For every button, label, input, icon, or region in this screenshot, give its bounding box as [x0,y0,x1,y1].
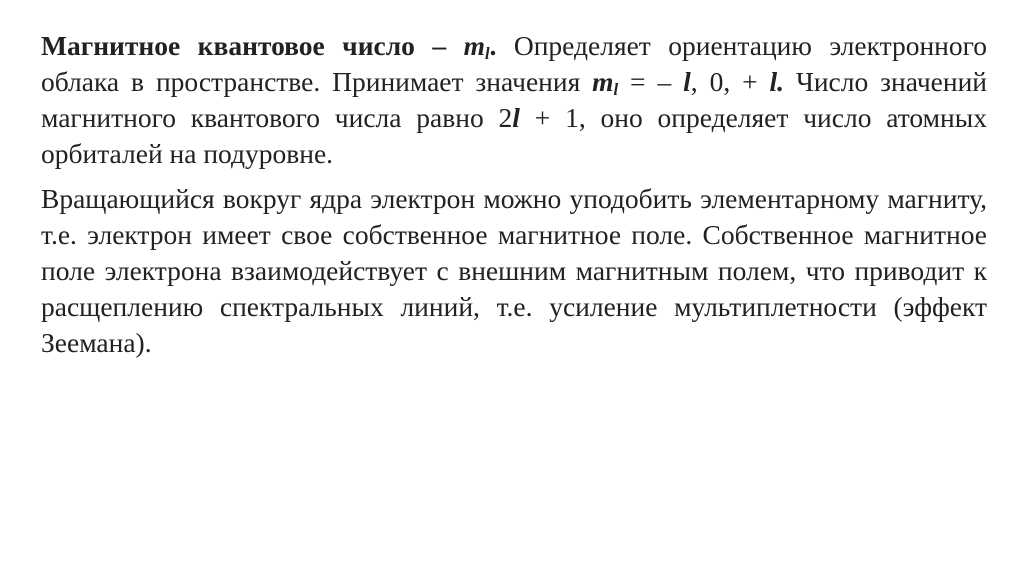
term-heading: Магнитное квантовое число – [41,30,447,61]
symbol-l-end: l. [769,66,785,97]
paragraph-zeeman-effect: Вращающийся вокруг ядра электрон можно уподобить элементарному магниту, т.е. электрон имеет свое собственное магнитное поле. Собственное магнитное поле электрона взаимодействует с внешним магнитным полем, что приводит к расщеплению спектральных линий, т.е. усиление мультиплетности (эффект Зеемана). [41,183,987,358]
symbol-l-count: l [512,102,520,133]
count-text: Число значений магнитного квантового числа равно 2 [41,66,988,133]
values-symbol-ml: $m_l$ [592,66,619,100]
symbol-ml: $m_l$ [463,30,490,64]
paragraph-magnetic-quantum-number: Магнитное квантовое число – $m_l$. Определяет ориентацию электронного облака в пространстве. Принимает значения $m_l$ = – l, 0, + l. Число значений магнитного квантового числа равно 2l + 1, оно определяет число атомных орбиталей на подуровне. [41,30,988,169]
definition-text: Определяет ориентацию электронного облака в пространстве. Принимает значения [41,30,987,97]
slide-content [41,28,987,361]
symbol-l: l [683,66,691,97]
